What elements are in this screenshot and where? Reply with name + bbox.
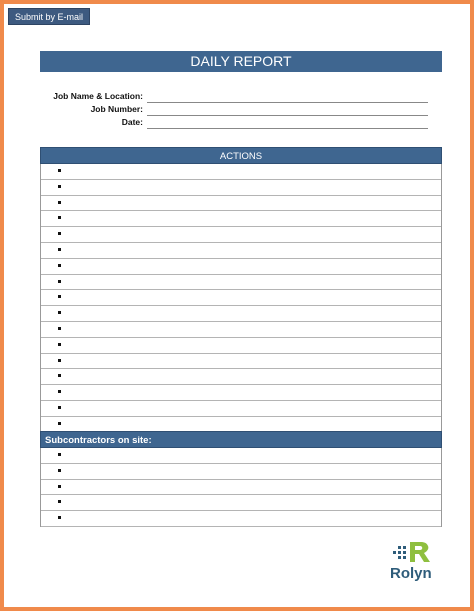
- actions-list: [40, 164, 442, 433]
- action-row[interactable]: [41, 290, 441, 306]
- action-row[interactable]: [41, 322, 441, 338]
- action-row[interactable]: [41, 306, 441, 322]
- bullet-icon: [58, 485, 61, 488]
- bullet-icon: [58, 295, 61, 298]
- subcontractor-row[interactable]: [41, 464, 441, 480]
- bullet-icon: [58, 453, 61, 456]
- action-row[interactable]: [41, 180, 441, 196]
- bullet-icon: [58, 264, 61, 267]
- bullet-icon: [58, 343, 61, 346]
- bullet-icon: [58, 201, 61, 204]
- bullet-icon: [58, 280, 61, 283]
- job-number-field[interactable]: [147, 115, 428, 116]
- action-row[interactable]: [41, 275, 441, 291]
- job-name-label: Job Name & Location:: [53, 91, 143, 101]
- action-row[interactable]: [41, 385, 441, 401]
- action-row[interactable]: [41, 227, 441, 243]
- bullet-icon: [58, 248, 61, 251]
- subcontractor-row[interactable]: [41, 480, 441, 496]
- submit-by-email-button[interactable]: Submit by E-mail: [8, 8, 90, 25]
- action-row[interactable]: [41, 354, 441, 370]
- action-row[interactable]: [41, 338, 441, 354]
- date-field[interactable]: [147, 128, 428, 129]
- bullet-icon: [58, 422, 61, 425]
- action-row[interactable]: [41, 259, 441, 275]
- subcontractor-row[interactable]: [41, 448, 441, 464]
- action-row[interactable]: [41, 196, 441, 212]
- bullet-icon: [58, 169, 61, 172]
- bullet-icon: [58, 327, 61, 330]
- bullet-icon: [58, 311, 61, 314]
- bullet-icon: [58, 516, 61, 519]
- brand-name: Rolyn: [390, 565, 432, 582]
- job-name-field[interactable]: [147, 102, 428, 103]
- bullet-icon: [58, 469, 61, 472]
- report-title: DAILY REPORT: [40, 51, 442, 72]
- action-row[interactable]: [41, 243, 441, 259]
- bullet-icon: [58, 359, 61, 362]
- subcontractors-list: [40, 448, 442, 527]
- action-row[interactable]: [41, 401, 441, 417]
- action-row[interactable]: [41, 164, 441, 180]
- date-label: Date:: [121, 117, 143, 127]
- bullet-icon: [58, 406, 61, 409]
- subcontractor-row[interactable]: [41, 511, 441, 527]
- actions-header: ACTIONS: [40, 147, 442, 164]
- subcontractor-row[interactable]: [41, 495, 441, 511]
- job-number-label: Job Number:: [90, 104, 143, 114]
- bullet-icon: [58, 232, 61, 235]
- bullet-icon: [58, 216, 61, 219]
- bullet-icon: [58, 390, 61, 393]
- bullet-icon: [58, 500, 61, 503]
- bullet-icon: [58, 374, 61, 377]
- subcontractors-header: Subcontractors on site:: [40, 431, 442, 448]
- bullet-icon: [58, 185, 61, 188]
- action-row[interactable]: [41, 211, 441, 227]
- action-row[interactable]: [41, 369, 441, 385]
